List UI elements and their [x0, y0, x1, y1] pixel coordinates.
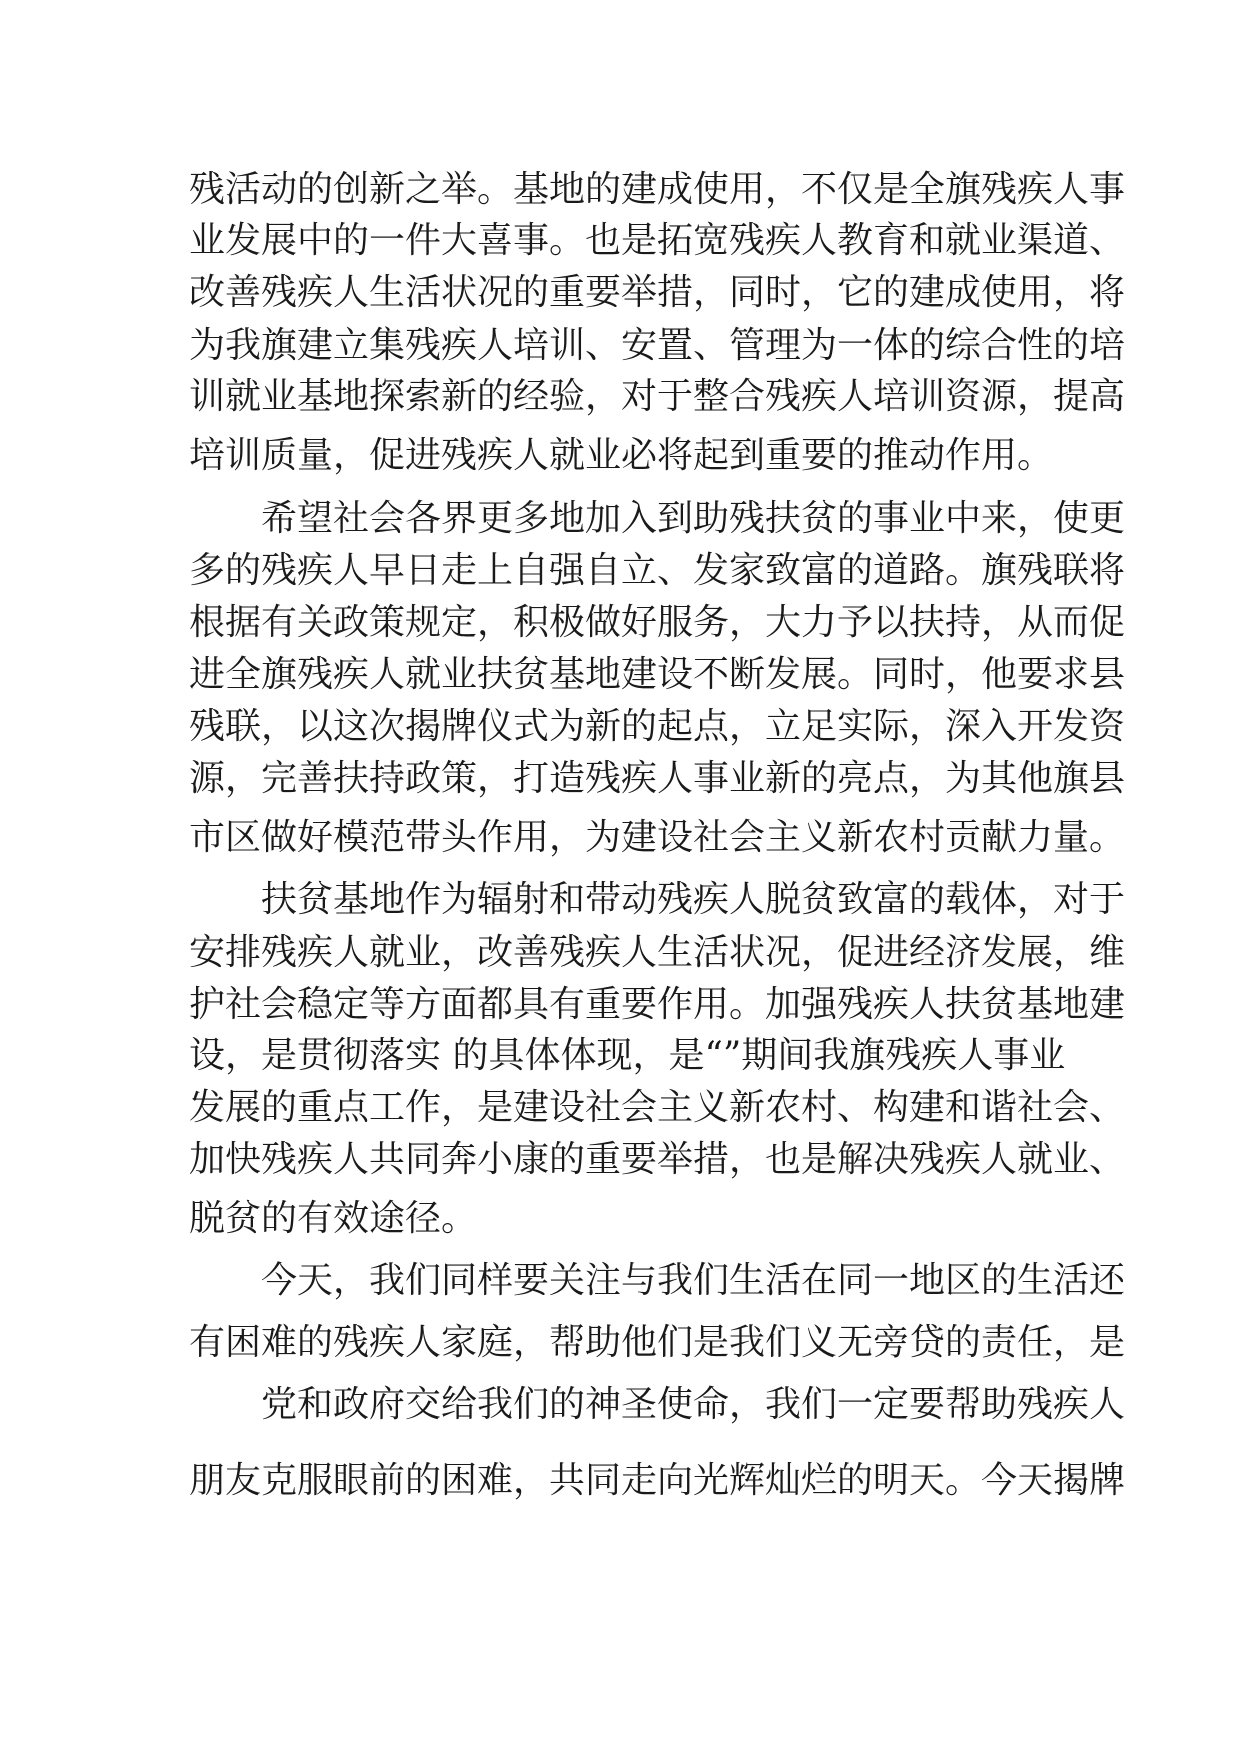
text-line: 市区做好模范带头作用，为建设社会主义新农村贡献力量。	[189, 817, 1126, 858]
text-line: 根据有关政策规定，积极做好服务，大力予以扶持，从而促	[189, 602, 1126, 643]
text-line: 发展的重点工作，是建设社会主义新农村、构建和谐社会、	[189, 1087, 1126, 1128]
text-line: 多的残疾人早日走上自强自立、发家致富的道路。旗残联将	[189, 550, 1126, 591]
text-line: 训就业基地探索新的经验，对于整合残疾人培训资源，提高	[189, 376, 1126, 417]
text-line: 安排残疾人就业，改善残疾人生活状况，促进经济发展，维	[189, 932, 1126, 973]
text-line: 残联，以这次揭牌仪式为新的起点，立足实际，深入开发资	[189, 706, 1126, 747]
text-line: 源，完善扶持政策，打造残疾人事业新的亮点，为其他旗县	[189, 758, 1126, 799]
paragraph-first-line: 希望社会各界更多地加入到助残扶贫的事业中来，使更	[261, 498, 1126, 539]
paragraph-first-line: 扶贫基地作为辐射和带动残疾人脱贫致富的载体，对于	[261, 879, 1126, 920]
paragraph-first-line: 党和政府交给我们的神圣使命，我们一定要帮助残疾人	[261, 1384, 1126, 1425]
text-line: 脱贫的有效途径。	[189, 1198, 478, 1239]
text-line: 业发展中的一件大喜事。也是拓宽残疾人教育和就业渠道、	[189, 220, 1126, 261]
paragraph-first-line: 今天，我们同样要关注与我们生活在同一地区的生活还	[261, 1260, 1126, 1301]
text-line: 培训质量，促进残疾人就业必将起到重要的推动作用。	[189, 435, 1054, 476]
text-line: 有困难的残疾人家庭，帮助他们是我们义无旁贷的责任，是	[189, 1322, 1126, 1363]
text-line: 朋友克服眼前的困难，共同走向光辉灿烂的明天。今天揭牌	[189, 1460, 1126, 1501]
text-line: 改善残疾人生活状况的重要举措，同时，它的建成使用，将	[189, 272, 1126, 313]
text-line: 为我旗建立集残疾人培训、安置、管理为一体的综合性的培	[189, 325, 1126, 366]
text-line: 设，是贯彻落实 的具体体现，是“”期间我旗残疾人事业	[189, 1035, 1066, 1076]
text-line: 加快残疾人共同奔小康的重要举措，也是解决残疾人就业、	[189, 1139, 1126, 1180]
text-line: 残活动的创新之举。基地的建成使用，不仅是全旗残疾人事	[189, 169, 1126, 210]
text-line: 进全旗残疾人就业扶贫基地建设不断发展。同时，他要求县	[189, 654, 1126, 695]
text-line: 护社会稳定等方面都具有重要作用。加强残疾人扶贫基地建	[189, 984, 1126, 1025]
